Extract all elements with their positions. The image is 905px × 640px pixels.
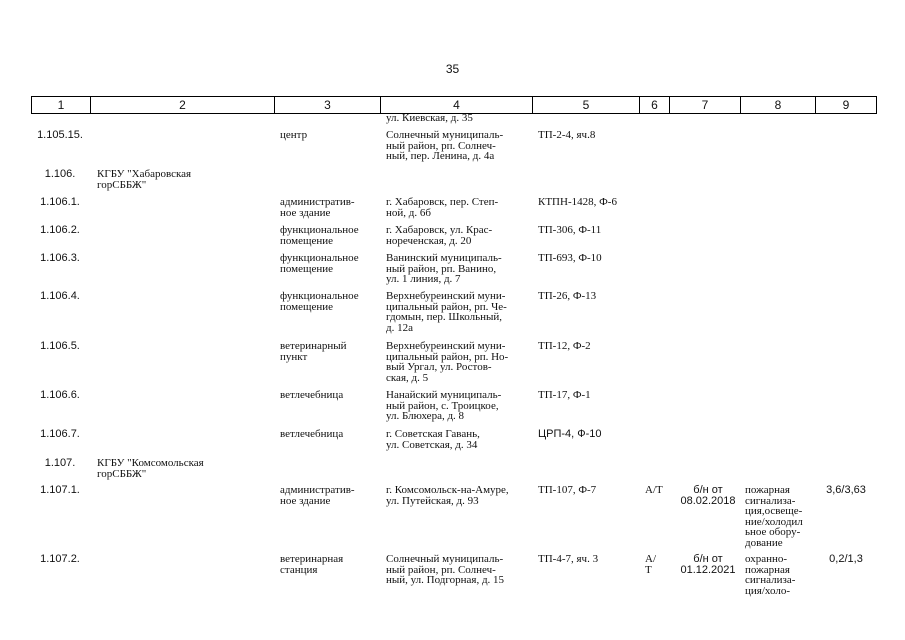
row-number: 1.106.7. bbox=[40, 428, 80, 440]
column-6-value: А/Т bbox=[645, 484, 663, 496]
object-type: ветеринарная станция bbox=[280, 553, 344, 576]
organization-name: КГБУ "Хабаровская горСББЖ" bbox=[97, 168, 192, 191]
row-number: 1.106.4. bbox=[40, 290, 80, 302]
document-reference: б/н от 01.12.2021 bbox=[680, 553, 736, 576]
object-address: г. Советская Гавань, ул. Советская, д. 34 bbox=[386, 428, 480, 451]
substation: ТП-12, Ф-2 bbox=[538, 340, 591, 352]
object-address: г. Комсомольск-на-Амуре, ул. Путейская, д. 93 bbox=[386, 484, 509, 507]
object-address: Ванинский муниципаль- ный район, рп. Ванино, ул. 1 линия, д. 7 bbox=[386, 252, 502, 285]
row-number: 1.107.2. bbox=[40, 553, 80, 565]
object-type: ветеринарный пункт bbox=[280, 340, 347, 363]
object-address: Солнечный муниципаль- ный район, рп. Солнеч- ный, пер. Ленина, д. 4а bbox=[386, 129, 504, 162]
column-header-7: 7 bbox=[670, 97, 741, 114]
substation: ТП-693, Ф-10 bbox=[538, 252, 602, 264]
object-type: ветлечебница bbox=[280, 389, 344, 401]
object-address: Нанайский муниципаль- ный район, с. Троицкое, ул. Блюхера, д. 8 bbox=[386, 389, 502, 422]
object-type: административ- ное здание bbox=[280, 484, 355, 507]
substation: ТП-4-7, яч. 3 bbox=[538, 553, 599, 565]
row-number: 1.107. bbox=[44, 457, 76, 469]
power-value: 3,6/3,63 bbox=[826, 484, 866, 496]
object-address: Верхнебуреинский муни- ципальный район, рп. Но- вый Ургал, ул. Ростов- ская, д. 5 bbox=[386, 340, 509, 384]
substation: ТП-306, Ф-11 bbox=[538, 224, 602, 236]
row-number: 1.106.2. bbox=[40, 224, 80, 236]
column-header-6: 6 bbox=[640, 97, 670, 114]
column-header-5: 5 bbox=[533, 97, 640, 114]
row-number: 1.105.15. bbox=[37, 129, 83, 141]
row-number: 1.107.1. bbox=[40, 484, 80, 496]
object-address: г. Хабаровск, ул. Крас- нореченская, д. 20 bbox=[386, 224, 493, 247]
object-address: Верхнебуреинский муни- ципальный район, рп. Че- гдомын, пер. Школьный, д. 12а bbox=[386, 290, 507, 334]
continuation-address: ул. Киевская, д. 35 bbox=[386, 112, 473, 124]
object-type: функциональное помещение bbox=[280, 290, 359, 313]
column-header-3: 3 bbox=[275, 97, 381, 114]
column-header-8: 8 bbox=[741, 97, 816, 114]
substation: ТП-17, Ф-1 bbox=[538, 389, 591, 401]
row-number: 1.106.5. bbox=[40, 340, 80, 352]
object-type: функциональное помещение bbox=[280, 224, 359, 247]
object-type: ветлечебница bbox=[280, 428, 344, 440]
page-number: 35 bbox=[445, 62, 460, 76]
object-type: центр bbox=[280, 129, 308, 141]
row-number: 1.106.3. bbox=[40, 252, 80, 264]
equipment-description: пожарная сигнализа- ция,освеще- ние/холодил ьное обору- дование bbox=[745, 484, 803, 549]
substation: ТП-26, Ф-13 bbox=[538, 290, 597, 302]
object-address: г. Хабаровск, пер. Степ- ной, д. 6б bbox=[386, 196, 499, 219]
row-number: 1.106.1. bbox=[40, 196, 80, 208]
column-6-value: А/ Т bbox=[645, 553, 656, 576]
object-type: административ- ное здание bbox=[280, 196, 355, 219]
substation: КТПН-1428, Ф-6 bbox=[538, 196, 617, 208]
row-number: 1.106. bbox=[44, 168, 76, 180]
substation: ТП-2-4, яч.8 bbox=[538, 129, 596, 141]
equipment-description: охранно- пожарная сигнализа- ция/холо- bbox=[745, 553, 796, 597]
column-header-2: 2 bbox=[91, 97, 275, 114]
row-number: 1.106.6. bbox=[40, 389, 80, 401]
column-header-1: 1 bbox=[32, 97, 91, 114]
column-header-4: 4 bbox=[381, 97, 533, 114]
column-header-9: 9 bbox=[816, 97, 877, 114]
object-address: Солнечный муниципаль- ный район, рп. Солнеч- ный, ул. Подгорная, д. 15 bbox=[386, 553, 505, 586]
substation: ЦРП-4, Ф-10 bbox=[538, 428, 602, 440]
document-reference: б/н от 08.02.2018 bbox=[680, 484, 736, 507]
power-value: 0,2/1,3 bbox=[829, 553, 863, 565]
organization-name: КГБУ "Комсомольская горСББЖ" bbox=[97, 457, 204, 480]
object-type: функциональное помещение bbox=[280, 252, 359, 275]
substation: ТП-107, Ф-7 bbox=[538, 484, 597, 496]
